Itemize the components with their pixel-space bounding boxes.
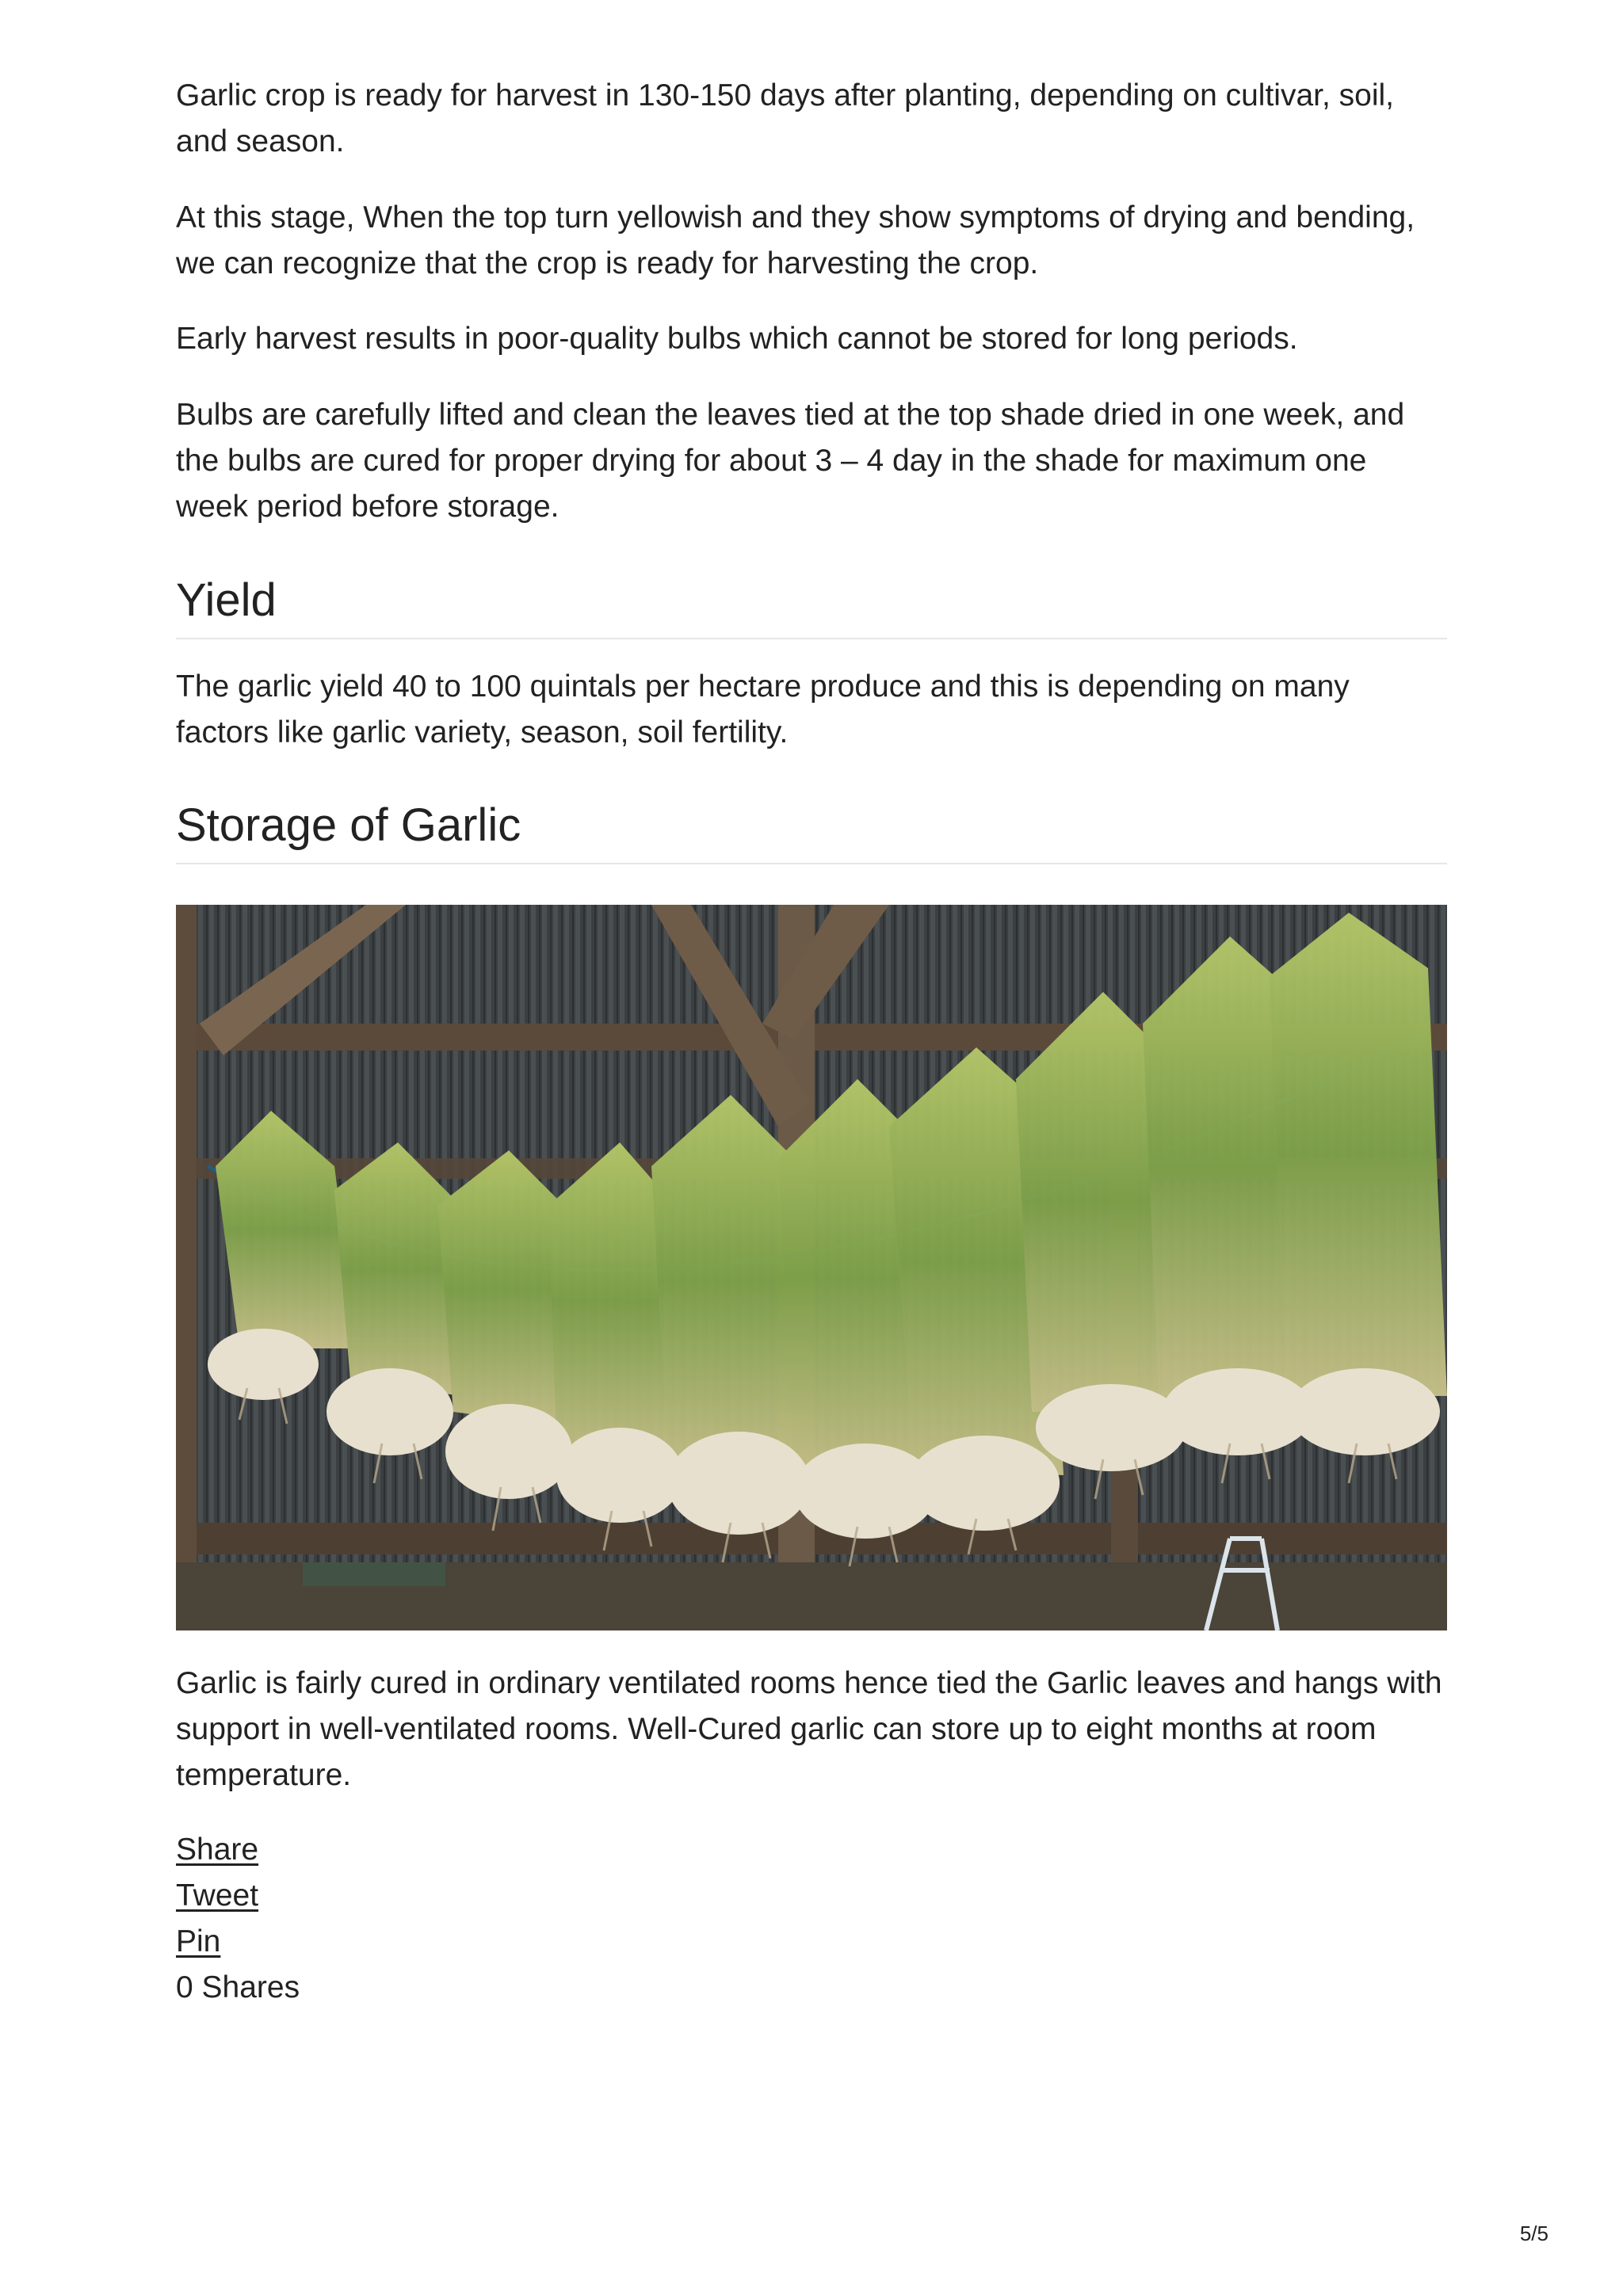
garlic-drying-photo (176, 905, 1447, 1630)
section-heading-storage: Storage of Garlic (176, 799, 1447, 864)
paragraph-storage: Garlic is fairly cured in ordinary ventilated rooms hence tied the Garlic leaves and hangs with support in well-ventilated rooms. Well-Cured garlic can store up to eight months at room temperature. (176, 1666, 1442, 1792)
share-link[interactable]: Share (176, 1833, 259, 1867)
page-indicator: 5/5 (1519, 2222, 1549, 2245)
pin-link[interactable]: Pin (176, 1924, 221, 1958)
paragraph-early-harvest: Early harvest results in poor-quality bulbs which cannot be stored for long periods. (176, 322, 1298, 356)
tweet-link[interactable]: Tweet (176, 1878, 259, 1913)
paragraph-yield: The garlic yield 40 to 100 quintals per hectare produce and this is depending on many factors like garlic variety, season, soil fertility. (176, 669, 1350, 749)
share-links (176, 1827, 300, 2011)
section-heading-yield: Yield (176, 574, 1447, 639)
share-count: 0 Shares (176, 1970, 300, 2004)
paragraph-harvest-signs: At this stage, When the top turn yellowish and they show symptoms of drying and bending, we can recognize that the crop is ready for harvesting the crop. (176, 200, 1415, 280)
paragraph-harvest-timing: Garlic crop is ready for harvest in 130-150 days after planting, depending on cultivar, soil, and season. (176, 78, 1395, 158)
paragraph-curing: Bulbs are carefully lifted and clean the leaves tied at the top shade dried in one week, and the bulbs are cured for proper drying for about 3 – 4 day in the shade for maximum one week period before storage. (176, 398, 1405, 524)
